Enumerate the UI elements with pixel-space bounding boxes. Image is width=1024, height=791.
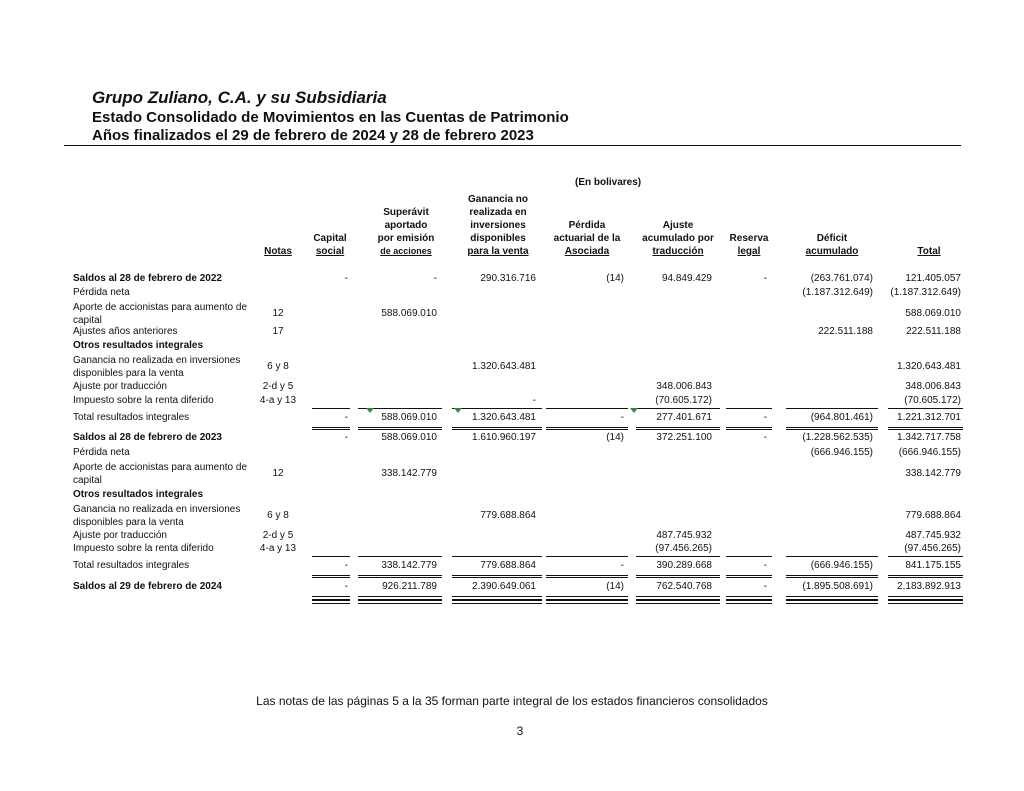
row-value: 779.688.864 bbox=[905, 510, 961, 521]
row-value: 1.320.643.481 bbox=[472, 412, 536, 423]
subtotal-rule bbox=[888, 427, 963, 428]
row-value: 841.175.155 bbox=[905, 560, 961, 571]
column-header-underlined: de acciones bbox=[380, 246, 432, 256]
subtotal-rule bbox=[726, 427, 772, 428]
subtotal-rule bbox=[358, 427, 442, 428]
period-title: Años finalizados el 29 de febrero de 2024 y 28 de febrero 2023 bbox=[92, 127, 534, 144]
row-note-ref: 4-a y 13 bbox=[259, 395, 297, 406]
row-value: 338.142.779 bbox=[905, 468, 961, 479]
row-label: Otros resultados integrales bbox=[73, 340, 204, 351]
row-label: Impuesto sobre la renta diferido bbox=[73, 395, 214, 406]
row-value: - bbox=[433, 273, 437, 284]
subtotal-rule bbox=[452, 408, 542, 409]
row-value: 338.142.779 bbox=[381, 468, 437, 479]
row-value: (14) bbox=[606, 273, 624, 284]
subtotal-rule bbox=[726, 556, 772, 557]
row-note-ref: 2-d y 5 bbox=[262, 530, 294, 541]
row-value: 1.610.960.197 bbox=[472, 432, 536, 443]
subtotal-rule bbox=[726, 577, 772, 578]
column-header-line: Capital bbox=[313, 233, 347, 244]
row-value: (14) bbox=[606, 581, 624, 592]
column-header-line: Superávit bbox=[383, 207, 429, 218]
subtotal-rule bbox=[546, 577, 628, 578]
row-value: - bbox=[344, 412, 348, 423]
double-underline bbox=[888, 600, 963, 604]
row-value: 779.688.864 bbox=[480, 560, 536, 571]
row-value: (666.946.155) bbox=[810, 447, 873, 458]
column-header-line: realizada en bbox=[469, 207, 527, 218]
column-header-underlined: Total bbox=[917, 246, 941, 257]
subtotal-rule bbox=[786, 427, 878, 428]
column-header-underlined: Asociada bbox=[564, 246, 610, 257]
row-label: Total resultados integrales bbox=[73, 560, 190, 571]
row-label: Saldos al 28 de febrero de 2023 bbox=[73, 432, 222, 443]
company-title: Grupo Zuliano, C.A. y su Subsidiaria bbox=[92, 88, 387, 107]
column-header-line: actuarial de la bbox=[553, 233, 621, 244]
subtotal-rule bbox=[888, 408, 963, 409]
row-label: Ganancia no realizada en inversiones disponibles para la venta bbox=[73, 355, 241, 379]
row-value: - bbox=[763, 412, 767, 423]
column-header-line: Ganancia no bbox=[467, 194, 528, 205]
statement-title: Estado Consolidado de Movimientos en las Cuentas de Patrimonio bbox=[92, 109, 569, 126]
subtotal-rule bbox=[888, 429, 963, 430]
double-underline bbox=[786, 600, 878, 604]
row-value: 121.405.057 bbox=[905, 273, 961, 284]
column-header-line: Reserva bbox=[729, 233, 769, 244]
row-value: 1.221.312.701 bbox=[897, 412, 961, 423]
subtotal-rule bbox=[358, 556, 442, 557]
row-label: Saldos al 28 de febrero de 2022 bbox=[73, 273, 222, 284]
subtotal-rule bbox=[636, 575, 720, 576]
column-header-line: por emisión bbox=[377, 233, 435, 244]
double-underline bbox=[636, 600, 720, 604]
row-label: Ajuste por traducción bbox=[73, 530, 167, 541]
column-header-line: inversiones bbox=[470, 220, 526, 231]
row-label: Ajustes años anteriores bbox=[73, 326, 178, 337]
page-number: 3 bbox=[516, 724, 524, 738]
column-header-line: Pérdida bbox=[568, 220, 606, 231]
row-value: - bbox=[620, 560, 624, 571]
row-value: 588.069.010 bbox=[381, 308, 437, 319]
row-value: (666.946.155) bbox=[810, 560, 873, 571]
row-value: 926.211.789 bbox=[382, 581, 437, 592]
subtotal-rule bbox=[452, 577, 542, 578]
row-value: 1.342.717.758 bbox=[897, 432, 961, 443]
row-value: - bbox=[344, 560, 348, 571]
subtotal-rule bbox=[546, 429, 628, 430]
row-value: (70.605.172) bbox=[655, 395, 712, 406]
subtotal-rule bbox=[726, 429, 772, 430]
row-label: Impuesto sobre la renta diferido bbox=[73, 543, 214, 554]
row-value: 348.006.843 bbox=[905, 381, 961, 392]
subtotal-rule bbox=[546, 575, 628, 576]
row-value: 222.511.188 bbox=[818, 326, 873, 337]
row-value: 2.183.892.913 bbox=[897, 581, 961, 592]
subtotal-rule bbox=[888, 575, 963, 576]
subtotal-rule bbox=[546, 556, 628, 557]
row-value: 277.401.671 bbox=[656, 412, 712, 423]
row-value: 290.316.716 bbox=[480, 273, 536, 284]
column-header-underlined: acumulado bbox=[805, 246, 859, 257]
row-value: - bbox=[763, 432, 767, 443]
row-value: (1.187.312.649) bbox=[802, 287, 873, 298]
row-note-ref: 12 bbox=[272, 468, 284, 479]
tick-mark-icon bbox=[630, 408, 638, 413]
row-value: 348.006.843 bbox=[656, 381, 712, 392]
footer-note: Las notas de las páginas 5 a la 35 forman parte integral de los estados financieros consolidados bbox=[256, 694, 768, 708]
row-label: Pérdida neta bbox=[73, 447, 130, 458]
row-value: 1.320.643.481 bbox=[897, 361, 961, 372]
row-value: - bbox=[532, 395, 536, 406]
row-value: (97.456.265) bbox=[904, 543, 961, 554]
subtotal-rule bbox=[636, 429, 720, 430]
row-value: 588.069.010 bbox=[381, 432, 437, 443]
row-value: 372.251.100 bbox=[656, 432, 712, 443]
row-label: Aporte de accionistas para aumento de capital bbox=[73, 462, 247, 486]
column-header-underlined: social bbox=[315, 246, 345, 257]
column-header-underlined: Notas bbox=[264, 246, 292, 257]
subtotal-rule bbox=[636, 556, 720, 557]
column-header-underlined: legal bbox=[737, 246, 761, 257]
column-header-line: Ajuste bbox=[662, 220, 694, 231]
column-header-underlined: traducción bbox=[652, 246, 704, 257]
row-label: Aporte de accionistas para aumento de capital bbox=[73, 302, 247, 326]
row-value: (1.187.312.649) bbox=[890, 287, 961, 298]
row-value: - bbox=[763, 560, 767, 571]
row-value: 222.511.188 bbox=[906, 326, 961, 337]
row-note-ref: 12 bbox=[272, 308, 284, 319]
row-note-ref: 6 y 8 bbox=[267, 510, 289, 521]
row-value: 588.069.010 bbox=[905, 308, 961, 319]
subtotal-rule bbox=[726, 408, 772, 409]
row-label: Ajuste por traducción bbox=[73, 381, 167, 392]
subtotal-rule bbox=[452, 575, 542, 576]
row-value: 338.142.779 bbox=[381, 560, 437, 571]
row-value: (97.456.265) bbox=[655, 543, 712, 554]
row-label: Pérdida neta bbox=[73, 287, 130, 298]
subtotal-rule bbox=[786, 575, 878, 576]
row-label: Ganancia no realizada en inversiones disponibles para la venta bbox=[73, 504, 241, 528]
row-label: Total resultados integrales bbox=[73, 412, 190, 423]
subtotal-rule bbox=[312, 408, 350, 409]
row-value: (1.228.562.535) bbox=[802, 432, 873, 443]
subtotal-rule bbox=[888, 577, 963, 578]
subtotal-rule bbox=[888, 556, 963, 557]
row-value: - bbox=[344, 432, 348, 443]
unit-label: (En bolivares) bbox=[575, 177, 642, 188]
subtotal-rule bbox=[312, 427, 350, 428]
row-value: 588.069.010 bbox=[381, 412, 437, 423]
tick-mark-icon bbox=[454, 408, 462, 413]
row-note-ref: 6 y 8 bbox=[267, 361, 289, 372]
subtotal-rule bbox=[358, 429, 442, 430]
column-header-line: Déficit bbox=[816, 233, 848, 244]
column-header-line: disponibles bbox=[470, 233, 526, 244]
double-underline bbox=[358, 600, 442, 604]
row-note-ref: 2-d y 5 bbox=[262, 381, 294, 392]
row-value: (263.761.074) bbox=[810, 273, 873, 284]
row-value: - bbox=[620, 412, 624, 423]
subtotal-rule bbox=[786, 408, 878, 409]
row-value: 779.688.864 bbox=[480, 510, 536, 521]
subtotal-rule bbox=[636, 577, 720, 578]
double-underline bbox=[312, 600, 350, 604]
row-value: 390.289.668 bbox=[656, 560, 712, 571]
subtotal-rule bbox=[546, 427, 628, 428]
subtotal-rule bbox=[452, 429, 542, 430]
subtotal-rule bbox=[786, 429, 878, 430]
double-underline bbox=[726, 600, 772, 604]
row-note-ref: 17 bbox=[272, 326, 284, 337]
row-value: (666.946.155) bbox=[898, 447, 961, 458]
row-value: 762.540.768 bbox=[656, 581, 712, 592]
subtotal-rule bbox=[312, 429, 350, 430]
row-value: - bbox=[763, 581, 767, 592]
subtotal-rule bbox=[312, 577, 350, 578]
row-value: (14) bbox=[606, 432, 624, 443]
row-value: - bbox=[763, 273, 767, 284]
row-value: 487.745.932 bbox=[905, 530, 961, 541]
column-header-line: acumulado por bbox=[642, 233, 714, 244]
tick-mark-icon bbox=[366, 408, 374, 413]
row-value: (1.895.508.691) bbox=[802, 581, 873, 592]
row-value: 487.745.932 bbox=[656, 530, 712, 541]
row-note-ref: 4-a y 13 bbox=[259, 543, 297, 554]
column-header-underlined: para la venta bbox=[467, 246, 529, 257]
subtotal-rule bbox=[312, 575, 350, 576]
subtotal-rule bbox=[546, 408, 628, 409]
row-label: Otros resultados integrales bbox=[73, 489, 204, 500]
row-value: - bbox=[344, 581, 348, 592]
subtotal-rule bbox=[786, 577, 878, 578]
row-value: (70.605.172) bbox=[904, 395, 961, 406]
subtotal-rule bbox=[452, 556, 542, 557]
column-header-line: aportado bbox=[384, 220, 428, 231]
row-value: 94.849.429 bbox=[661, 273, 712, 284]
row-value: 1.320.643.481 bbox=[472, 361, 536, 372]
double-underline bbox=[452, 600, 542, 604]
subtotal-rule bbox=[358, 575, 442, 576]
row-value: 2.390.649.061 bbox=[472, 581, 536, 592]
double-underline bbox=[546, 600, 628, 604]
subtotal-rule bbox=[636, 408, 720, 409]
row-label: Saldos al 29 de febrero de 2024 bbox=[73, 581, 222, 592]
row-value: (964.801.461) bbox=[810, 412, 873, 423]
row-value: - bbox=[344, 273, 348, 284]
subtotal-rule bbox=[786, 556, 878, 557]
subtotal-rule bbox=[358, 577, 442, 578]
subtotal-rule bbox=[636, 427, 720, 428]
subtotal-rule bbox=[726, 575, 772, 576]
subtotal-rule bbox=[452, 427, 542, 428]
subtotal-rule bbox=[312, 556, 350, 557]
